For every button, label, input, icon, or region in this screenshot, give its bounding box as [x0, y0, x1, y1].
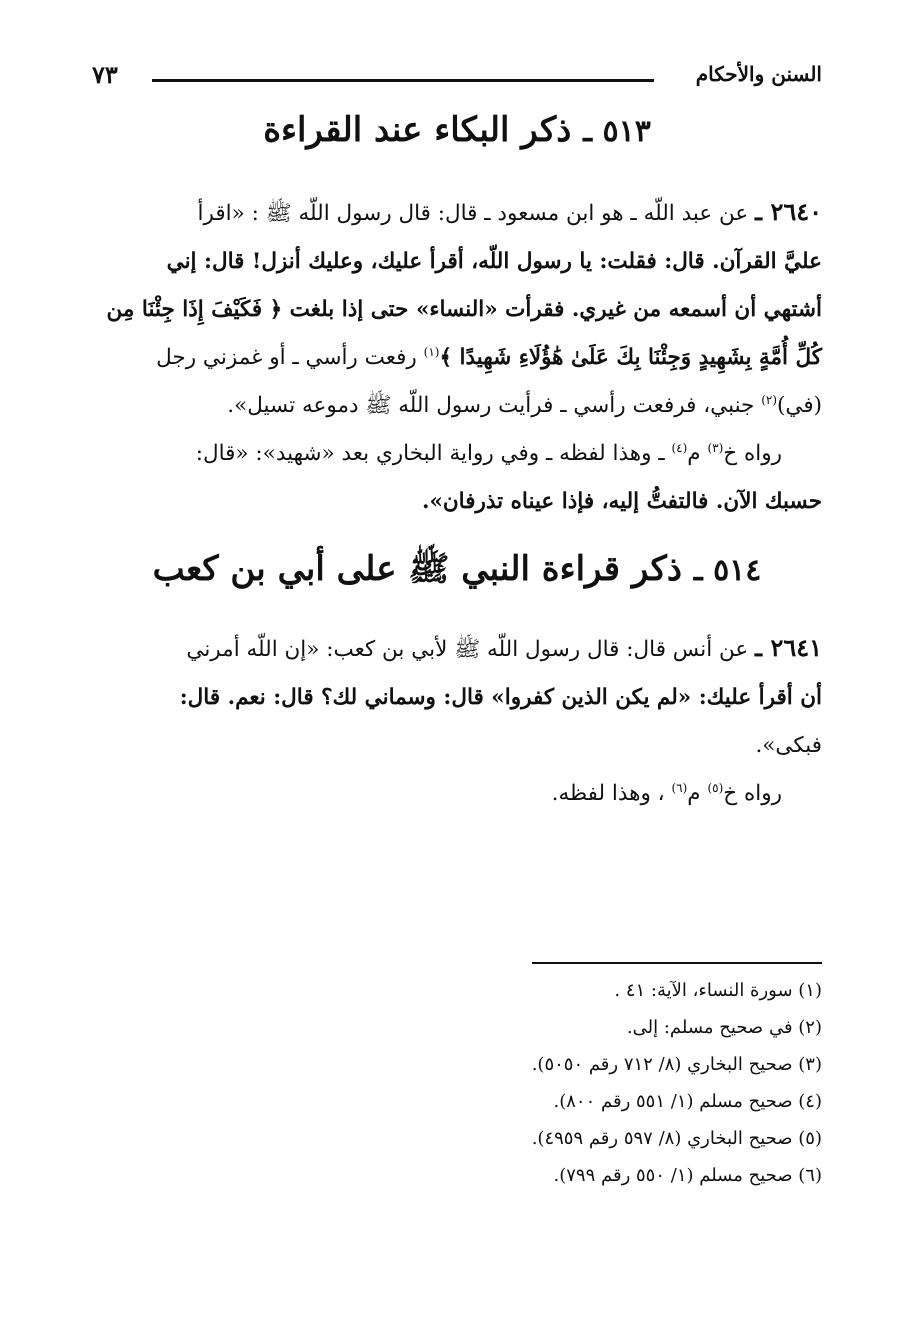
footnote-marker: (١) — [423, 344, 440, 359]
hadith-line — [92, 624, 822, 674]
hadith-line — [92, 286, 822, 334]
narration-text: حسبك الآن. فالتفتُّ إليه، فإذا عيناه تذرفان». — [421, 489, 822, 514]
quran-verse: كُلِّ أُمَّةٍ بِشَهِيدٍ وَجِئْنَا بِكَ عَلَىٰ هَٰؤُلَاءِ شَهِيدًا ﴾ — [439, 345, 822, 370]
hadith-text: عن أنس قال: قال رسول اللّه ﷺ لأبي بن كعب: «إن اللّه أمرني — [186, 637, 756, 662]
narration-text: رواه خ — [723, 781, 782, 806]
footnotes — [92, 972, 822, 1194]
hadith-line — [92, 334, 822, 382]
footnote: (١) سورة النساء، الآية: ٤١ . — [614, 980, 822, 1001]
narration-text: رواه خ — [723, 441, 782, 466]
hadith-number: ٢٦٤٠ ـ — [755, 197, 822, 226]
hadith-line — [92, 722, 822, 770]
footnote: (٤) صحيح مسلم (١/ ٥٥١ رقم ٨٠٠). — [553, 1091, 822, 1112]
hadith-text: (في) — [777, 393, 822, 418]
hadith-2640 — [92, 188, 822, 526]
chapter-number: ٥١٣ ـ — [583, 114, 651, 149]
chapter-number: ٥١٤ ـ — [693, 553, 762, 588]
chapter-heading-513 — [60, 110, 854, 150]
hadith-text: أن أقرأ عليك: «لم يكن الذين كفروا» قال: وسماني لك؟ قال: نعم. قال: — [179, 685, 822, 710]
footnote: (٦) صحيح مسلم (١/ ٥٥٠ رقم ٧٩٩). — [553, 1165, 822, 1186]
hadith-line — [92, 238, 822, 286]
header-rule — [152, 79, 654, 82]
footnote-marker: (٥) — [707, 780, 724, 795]
footnote-marker: (٢) — [761, 392, 778, 407]
hadith-line — [92, 382, 822, 430]
footnote-marker: (٤) — [671, 440, 688, 455]
footnote-marker: (٣) — [707, 440, 724, 455]
chapter-heading-514 — [60, 548, 854, 597]
hadith-text: أشتهي أن أسمعه من غيري. فقرأت «النساء» حتى إذا بلغت ﴿ فَكَيْفَ إِذَا جِئْنَا مِن — [106, 297, 822, 322]
narration-line — [92, 770, 822, 818]
hadith-2641 — [92, 624, 822, 818]
footnote: (٣) صحيح البخاري (٨/ ٧١٢ رقم ٥٠٥٠). — [531, 1054, 822, 1075]
footnote-marker: (٦) — [671, 780, 688, 795]
narration-text: م — [687, 781, 708, 806]
footnote: (٥) صحيح البخاري (٨/ ٥٩٧ رقم ٤٩٥٩). — [531, 1128, 822, 1149]
hadith-text: عن عبد اللّه ـ هو ابن مسعود ـ قال: قال رسول اللّه ﷺ : «اقرأ — [197, 201, 756, 226]
narration-text: ، وهذا لفظه. — [551, 781, 672, 806]
hadith-line — [92, 674, 822, 722]
chapter-title: ذكر قراءة النبي ﷺ على أبي بن كعب — [152, 549, 682, 589]
chapter-title: ذكر البكاء عند القراءة — [263, 110, 572, 150]
footnote-rule — [532, 962, 822, 964]
book-title: السنن والأحكام — [695, 62, 822, 86]
page-number: ٧٣ — [92, 60, 118, 89]
narration-line — [92, 430, 822, 478]
hadith-number: ٢٦٤١ ـ — [755, 633, 822, 662]
hadith-text: فبكى». — [755, 733, 822, 758]
hadith-line — [92, 188, 822, 238]
hadith-text: رفعت رأسي ـ أو غمزني رجل — [156, 345, 424, 370]
hadith-text: جنبي، فرفعت رأسي ـ فرأيت رسول اللّه ﷺ دموعه تسيل». — [227, 393, 762, 418]
narration-text: ـ وهذا لفظه ـ وفي رواية البخاري بعد «شهيد»: «قال: — [195, 441, 672, 466]
hadith-text: عليَّ القرآن. قال: فقلت: يا رسول اللّه، أقرأ عليك، وعليك أنزل! قال: إني — [166, 249, 822, 274]
narration-line — [92, 478, 822, 526]
narration-text: م — [687, 441, 708, 466]
footnote: (٢) في صحيح مسلم: إلى. — [626, 1017, 822, 1038]
running-header — [92, 62, 822, 96]
